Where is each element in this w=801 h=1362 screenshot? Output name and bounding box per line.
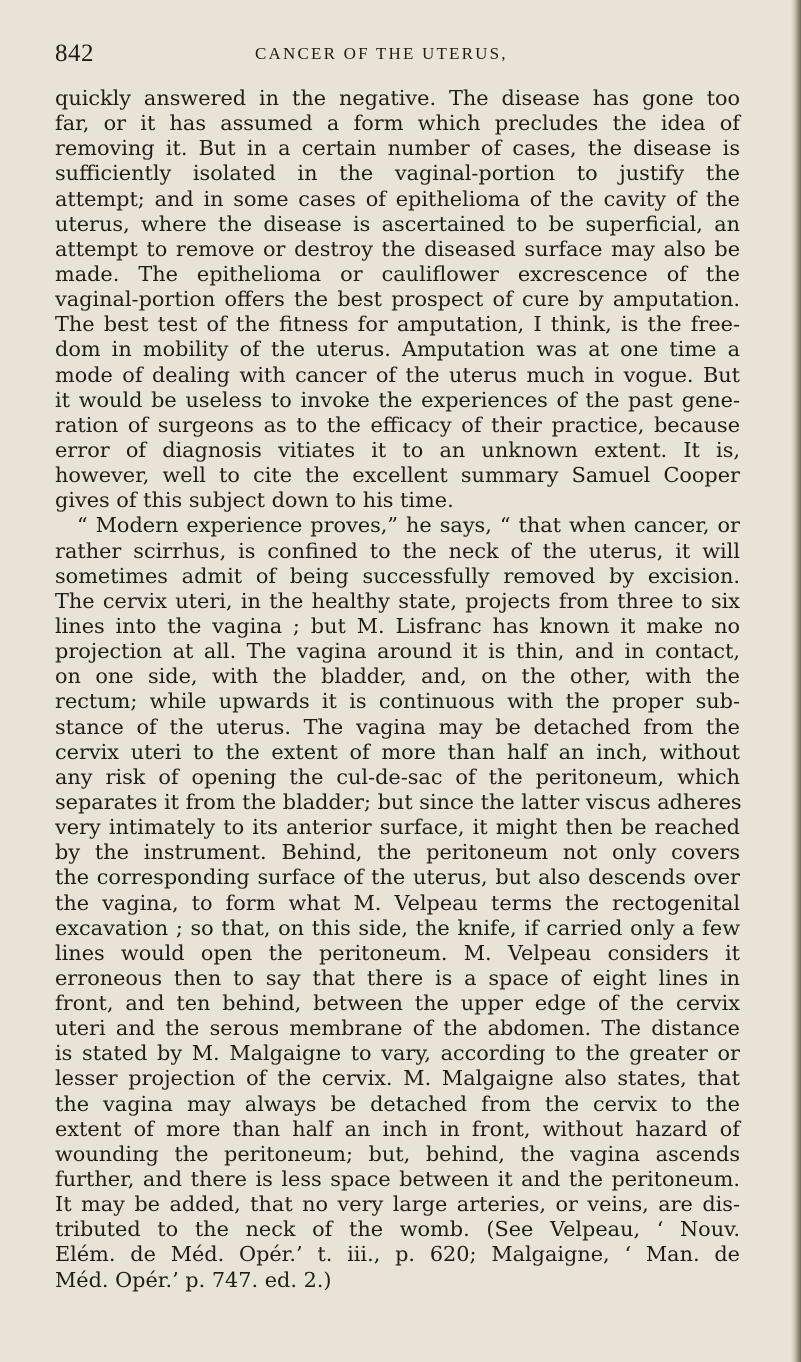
text-line: attempt to remove or destroy the diseased surface may also be bbox=[55, 236, 740, 261]
text-line: It may be added, that no very large arteries, or veins, are dis- bbox=[55, 1192, 740, 1217]
text-line: by the instrument. Behind, the peritoneum not only covers bbox=[55, 840, 740, 865]
text-line: mode of dealing with cancer of the uterus much in vogue. But bbox=[55, 362, 740, 387]
text-line: error of diagnosis vitiates it to an unknown extent. It is, bbox=[55, 437, 740, 462]
text-line: however, well to cite the excellent summary Samuel Cooper bbox=[55, 463, 740, 488]
text-line: dom in mobility of the uterus. Amputation was at one time a bbox=[55, 337, 740, 362]
text-line: extent of more than half an inch in front, without hazard of bbox=[55, 1116, 740, 1141]
running-head: CANCER OF THE UTERUS, bbox=[255, 44, 508, 63]
text-line: rather scirrhus, is confined to the neck of the uterus, it will bbox=[55, 538, 740, 563]
text-line: the corresponding surface of the uterus, but also descends over bbox=[55, 865, 740, 890]
text-line: is stated by M. Malgaigne to vary, according to the greater or bbox=[55, 1041, 740, 1066]
text-line: it would be useless to invoke the experiences of the past gene- bbox=[55, 387, 740, 412]
text-line: the vagina may always be detached from the cervix to the bbox=[55, 1091, 740, 1116]
text-line: lines would open the peritoneum. M. Velpeau considers it bbox=[55, 940, 740, 965]
text-line: the vagina, to form what M. Velpeau terms the rectogenital bbox=[55, 890, 740, 915]
text-line: projection at all. The vagina around it is thin, and in contact, bbox=[55, 639, 740, 664]
text-line: lines into the vagina ; but M. Lisfranc has known it make no bbox=[55, 613, 740, 638]
text-line: any risk of opening the cul-de-sac of the peritoneum, which bbox=[55, 764, 740, 789]
page-header bbox=[55, 40, 745, 80]
text-line: Méd. Opér.’ p. 747. ed. 2.) bbox=[55, 1267, 332, 1292]
text-line: wounding the peritoneum; but, behind, the vagina ascends bbox=[55, 1141, 740, 1166]
text-line: stance of the uterus. The vagina may be detached from the bbox=[55, 714, 740, 739]
text-line: gives of this subject down to his time. bbox=[55, 488, 454, 513]
text-line: very intimately to its anterior surface, it might then be reached bbox=[55, 815, 740, 840]
text-line: Elém. de Méd. Opér.’ t. iii., p. 620; Malgaigne, ‘ Man. de bbox=[55, 1242, 740, 1267]
text-line: quickly answered in the negative. The disease has gone too bbox=[55, 86, 740, 110]
text-line: removing it. But in a certain number of cases, the disease is bbox=[55, 136, 740, 161]
page-edge-shadow bbox=[791, 0, 801, 1362]
text-line: cervix uteri to the extent of more than half an inch, without bbox=[55, 739, 740, 764]
text-line: erroneous then to say that there is a space of eight lines in bbox=[55, 965, 740, 990]
text-line: rectum; while upwards it is continuous with the proper sub- bbox=[55, 689, 740, 714]
text-line: “ Modern experience proves,” he says, “ that when cancer, or bbox=[77, 513, 740, 538]
text-line: further, and there is less space between it and the peritoneum. bbox=[55, 1167, 740, 1192]
text-line: sometimes admit of being successfully removed by excision. bbox=[55, 563, 740, 588]
text-line: sufficiently isolated in the vaginal-portion to justify the bbox=[55, 161, 740, 186]
page-number: 842 bbox=[55, 40, 94, 67]
text-line: The best test of the fitness for amputation, I think, is the free- bbox=[55, 312, 740, 337]
text-line: far, or it has assumed a form which precludes the idea of bbox=[55, 111, 740, 136]
text-line: made. The epithelioma or cauliflower excrescence of the bbox=[55, 261, 740, 286]
body-text bbox=[55, 86, 740, 1293]
text-line: on one side, with the bladder, and, on the other, with the bbox=[55, 664, 740, 689]
text-line: lesser projection of the cervix. M. Malgaigne also states, that bbox=[55, 1066, 740, 1091]
text-line: separates it from the bladder; but since the latter viscus adheres bbox=[55, 789, 742, 814]
text-line: vaginal-portion offers the best prospect of cure by amputation. bbox=[55, 287, 740, 312]
text-line: tributed to the neck of the womb. (See Velpeau, ‘ Nouv. bbox=[55, 1217, 740, 1242]
text-line: uteri and the serous membrane of the abdomen. The distance bbox=[55, 1016, 740, 1041]
text-line: attempt; and in some cases of epithelioma of the cavity of the bbox=[55, 186, 740, 211]
text-line: uterus, where the disease is ascertained to be superficial, an bbox=[55, 211, 740, 236]
text-line: ration of surgeons as to the efficacy of their practice, because bbox=[55, 412, 740, 437]
text-line: The cervix uteri, in the healthy state, projects from three to six bbox=[55, 588, 740, 613]
text-line: front, and ten behind, between the upper edge of the cervix bbox=[55, 991, 740, 1016]
text-line: excavation ; so that, on this side, the knife, if carried only a few bbox=[55, 915, 740, 940]
